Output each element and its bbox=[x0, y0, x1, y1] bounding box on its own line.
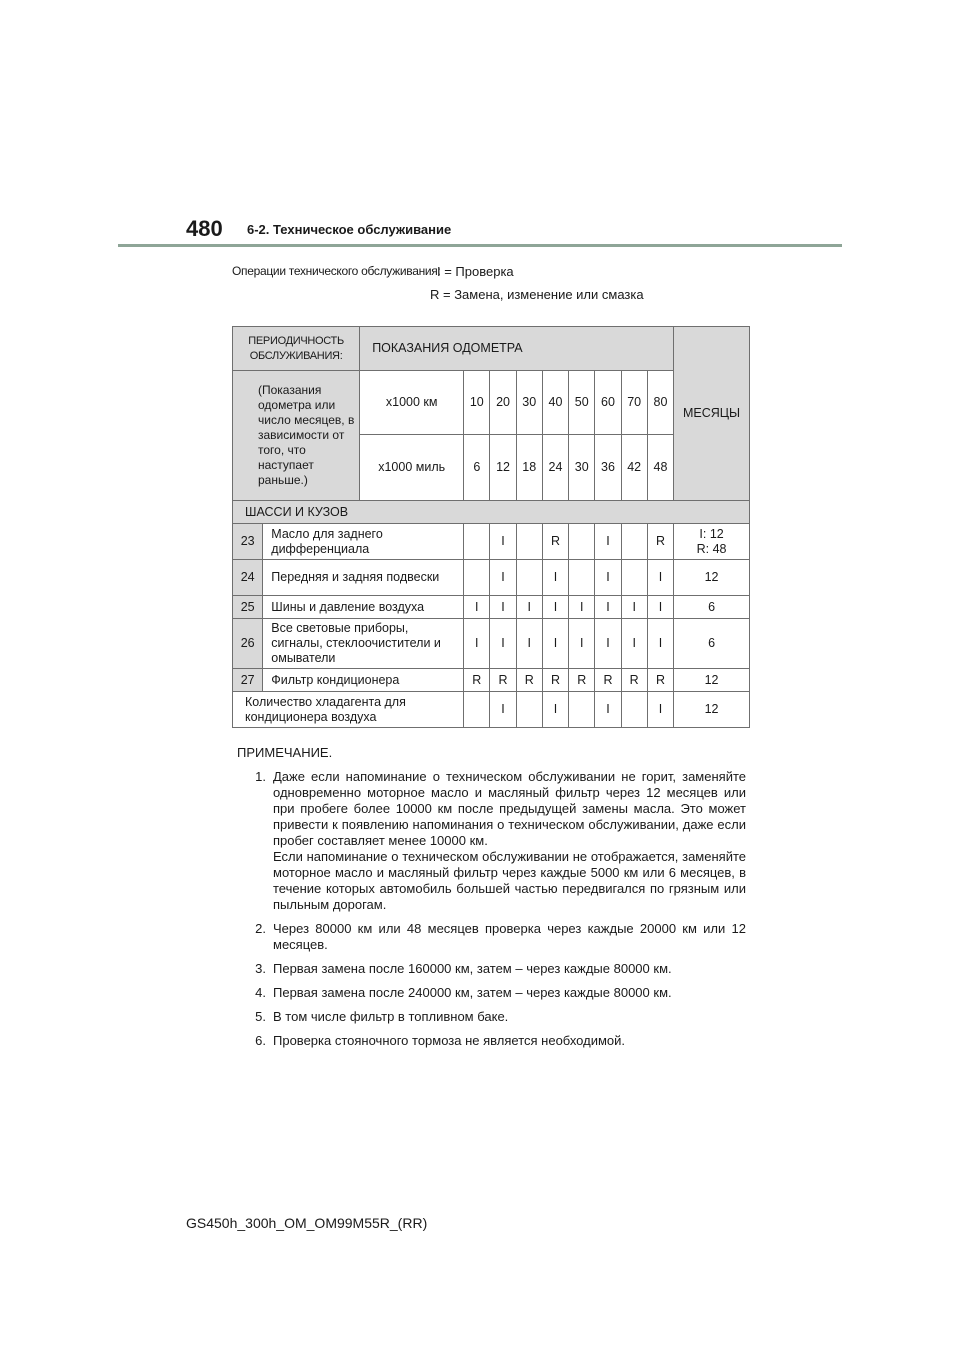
table-row bbox=[233, 619, 750, 669]
schedule-cell bbox=[569, 692, 595, 728]
note-number bbox=[232, 849, 273, 913]
note-item bbox=[232, 1033, 746, 1049]
row-item: Масло для заднего дифференциала bbox=[263, 524, 464, 560]
note-text: Первая замена после 240000 км, затем – через каждые 80000 км. bbox=[273, 985, 672, 1000]
schedule-cell: I bbox=[621, 596, 647, 619]
schedule-cell: I bbox=[569, 596, 595, 619]
table-row bbox=[233, 692, 750, 728]
schedule-cell: I bbox=[464, 619, 490, 669]
legend-replace: R = Замена, изменение или смазка bbox=[430, 287, 644, 302]
schedule-cell: I bbox=[490, 619, 516, 669]
legend-inspect: I = Проверка bbox=[437, 264, 514, 279]
notes-title: ПРИМЕЧАНИЕ. bbox=[237, 745, 333, 760]
schedule-cell: R bbox=[647, 669, 673, 692]
schedule-cell: I bbox=[542, 596, 568, 619]
schedule-cell bbox=[516, 692, 542, 728]
legend-label: Операции технического обслуживания: bbox=[232, 264, 441, 278]
schedule-cell: I bbox=[595, 692, 621, 728]
note-text: Даже если напоминание о техническом обслуживании не горит, заменяйте одновременно моторное масло и масляный фильтр через 12 месяцев или при пробеге более 10000 км после предыдущей замены масла. Это может привести к появлению напоминания о техническом обслуживании, даже если пробег составляет менее 10000 км. bbox=[273, 769, 746, 848]
km-value: 50 bbox=[569, 371, 595, 435]
mile-label: x1000 миль bbox=[360, 435, 464, 501]
mile-value: 30 bbox=[569, 435, 595, 501]
km-label: x1000 км bbox=[360, 371, 464, 435]
schedule-cell: I bbox=[647, 692, 673, 728]
row-item: Шины и давление воздуха bbox=[263, 596, 464, 619]
note-number: 2. bbox=[255, 921, 266, 936]
mile-value: 12 bbox=[490, 435, 516, 501]
row-item: Количество хладагента для кондиционера воздуха bbox=[233, 692, 464, 728]
mile-value: 6 bbox=[464, 435, 490, 501]
schedule-cell: I bbox=[542, 560, 568, 596]
table-row bbox=[233, 524, 750, 560]
footer-doc-code: GS450h_300h_OM_OM99M55R_(RR) bbox=[186, 1215, 428, 1231]
note-item bbox=[232, 769, 746, 849]
note-number: 6. bbox=[255, 1033, 266, 1048]
row-number: 25 bbox=[233, 596, 263, 619]
note-number: 1. bbox=[255, 769, 266, 784]
schedule-cell: I bbox=[542, 619, 568, 669]
note-item bbox=[232, 849, 746, 913]
schedule-cell: I bbox=[490, 596, 516, 619]
row-item: Фильтр кондиционера bbox=[263, 669, 464, 692]
schedule-cell: R bbox=[490, 669, 516, 692]
table-row bbox=[233, 596, 750, 619]
schedule-cell: I bbox=[595, 560, 621, 596]
row-number: 27 bbox=[233, 669, 263, 692]
schedule-cell bbox=[516, 524, 542, 560]
mile-value: 36 bbox=[595, 435, 621, 501]
interval-header: ПЕРИОДИЧНОСТЬ ОБСЛУЖИВАНИЯ: bbox=[233, 327, 360, 371]
km-value: 70 bbox=[621, 371, 647, 435]
schedule-cell: I bbox=[595, 524, 621, 560]
table-row bbox=[233, 560, 750, 596]
header-divider bbox=[118, 244, 842, 247]
mile-value: 48 bbox=[647, 435, 673, 501]
schedule-cell bbox=[516, 560, 542, 596]
note-item bbox=[232, 961, 746, 977]
schedule-cell: I bbox=[595, 596, 621, 619]
note-number: 4. bbox=[255, 985, 266, 1000]
table-row bbox=[233, 669, 750, 692]
schedule-cell: R bbox=[621, 669, 647, 692]
row-months: 6 bbox=[674, 596, 750, 619]
schedule-cell: I bbox=[595, 619, 621, 669]
mile-value: 18 bbox=[516, 435, 542, 501]
row-number: 23 bbox=[233, 524, 263, 560]
notes-section bbox=[232, 745, 746, 1057]
row-months: I: 12 R: 48 bbox=[674, 524, 750, 560]
row-number: 24 bbox=[233, 560, 263, 596]
schedule-cell: I bbox=[542, 692, 568, 728]
schedule-cell: I bbox=[490, 524, 516, 560]
row-item: Передняя и задняя подвески bbox=[263, 560, 464, 596]
schedule-cell: R bbox=[464, 669, 490, 692]
km-value: 60 bbox=[595, 371, 621, 435]
schedule-cell bbox=[464, 560, 490, 596]
schedule-cell: I bbox=[647, 596, 673, 619]
schedule-cell: R bbox=[647, 524, 673, 560]
schedule-rows bbox=[233, 524, 750, 728]
schedule-cell bbox=[621, 692, 647, 728]
notes-list bbox=[232, 769, 746, 1049]
schedule-cell: I bbox=[464, 596, 490, 619]
note-item bbox=[232, 985, 746, 1001]
schedule-cell: I bbox=[569, 619, 595, 669]
odometer-header: ПОКАЗАНИЯ ОДОМЕТРА bbox=[360, 327, 674, 371]
schedule-cell bbox=[464, 692, 490, 728]
note-text: Через 80000 км или 48 месяцев проверка через каждые 20000 км или 12 месяцев. bbox=[273, 921, 746, 952]
schedule-cell: R bbox=[542, 669, 568, 692]
km-value: 10 bbox=[464, 371, 490, 435]
row-months: 12 bbox=[674, 692, 750, 728]
schedule-cell: I bbox=[516, 619, 542, 669]
note-text: Проверка стояночного тормоза не является необходимой. bbox=[273, 1033, 626, 1048]
interval-note: (Показания одометра или число месяцев, в зависимости от того, что наступает раньше.) bbox=[233, 371, 360, 501]
schedule-cell: I bbox=[490, 692, 516, 728]
km-value: 30 bbox=[516, 371, 542, 435]
km-value: 80 bbox=[647, 371, 673, 435]
mile-value: 42 bbox=[621, 435, 647, 501]
note-text: Если напоминание о техническом обслуживании не отображается, заменяйте моторное масло и масляный фильтр через каждые 5000 км или 6 месяцев, в течение которых автомобиль большей частью передвигался по грязным или пыльным дорогам. bbox=[273, 849, 746, 912]
schedule-cell: R bbox=[569, 669, 595, 692]
row-months: 6 bbox=[674, 619, 750, 669]
row-number: 26 bbox=[233, 619, 263, 669]
note-text: В том числе фильтр в топливном баке. bbox=[273, 1009, 509, 1024]
schedule-cell bbox=[621, 524, 647, 560]
note-item bbox=[232, 1009, 746, 1025]
km-value: 20 bbox=[490, 371, 516, 435]
km-value: 40 bbox=[542, 371, 568, 435]
section-chassis-body: ШАССИ И КУЗОВ bbox=[233, 501, 750, 524]
schedule-cell bbox=[621, 560, 647, 596]
row-months: 12 bbox=[674, 560, 750, 596]
section-title: 6-2. Техническое обслуживание bbox=[247, 222, 452, 237]
months-header: МЕСЯЦЫ bbox=[674, 327, 750, 501]
note-text: Первая замена после 160000 км, затем – через каждые 80000 км. bbox=[273, 961, 672, 976]
schedule-cell: I bbox=[647, 560, 673, 596]
schedule-cell bbox=[569, 560, 595, 596]
schedule-cell: I bbox=[490, 560, 516, 596]
page-number: 480 bbox=[186, 216, 223, 241]
note-number: 5. bbox=[255, 1009, 266, 1024]
schedule-cell bbox=[464, 524, 490, 560]
schedule-cell: I bbox=[647, 619, 673, 669]
schedule-cell: I bbox=[621, 619, 647, 669]
note-item bbox=[232, 921, 746, 953]
schedule-cell: R bbox=[595, 669, 621, 692]
schedule-cell: I bbox=[516, 596, 542, 619]
row-months: 12 bbox=[674, 669, 750, 692]
mile-value: 24 bbox=[542, 435, 568, 501]
maintenance-schedule-table bbox=[232, 326, 750, 728]
schedule-cell: R bbox=[542, 524, 568, 560]
schedule-cell: R bbox=[516, 669, 542, 692]
schedule-cell bbox=[569, 524, 595, 560]
row-item: Все световые приборы, сигналы, стеклоочистители и омыватели bbox=[263, 619, 464, 669]
note-number: 3. bbox=[255, 961, 266, 976]
